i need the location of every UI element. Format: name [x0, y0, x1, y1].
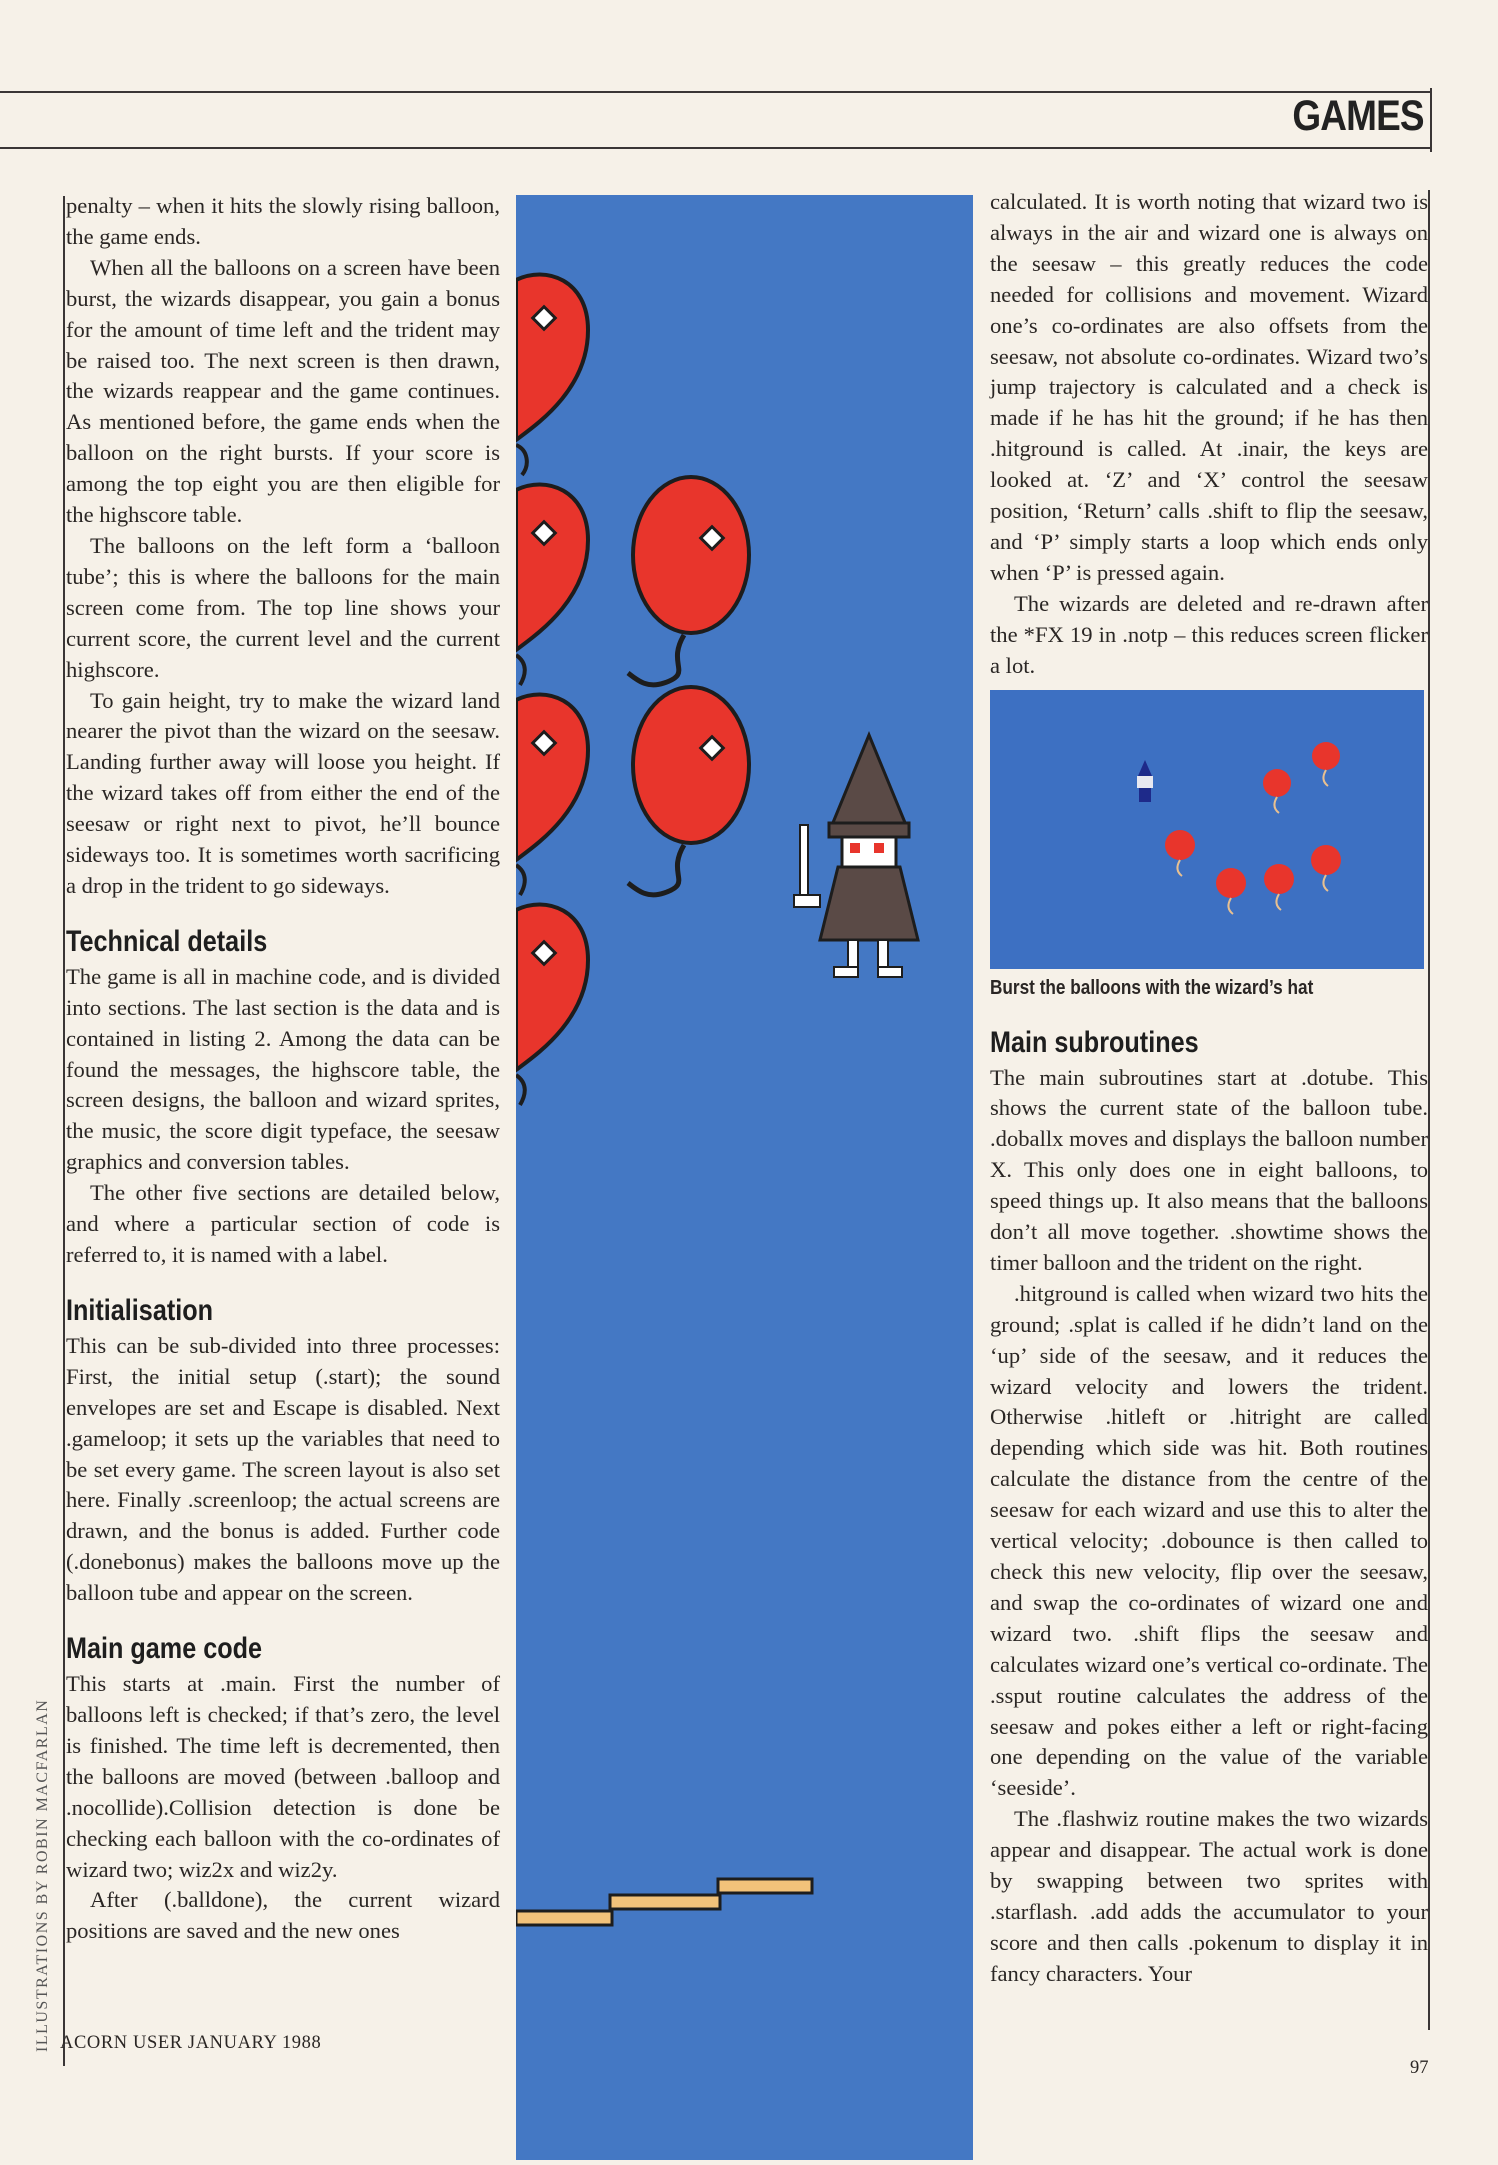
- page-number: 97: [1410, 2058, 1429, 2078]
- section-title: GAMES: [1292, 92, 1424, 140]
- heading-initialisation: Initialisation: [66, 1293, 214, 1327]
- header-divider: [1430, 88, 1432, 152]
- game-screenshot: [990, 690, 1424, 969]
- heading-main-game-code: Main game code: [66, 1632, 263, 1666]
- heading-technical-details: Technical details: [66, 924, 268, 958]
- heading-main-subroutines: Main subroutines: [990, 1025, 1199, 1059]
- paragraph: The balloons on the left form a ‘balloon tube’; this is where the balloons for the main screen come from. The top line shows your current score, the current level and the current highscore.: [66, 532, 500, 682]
- seesaw-steps: [516, 1879, 812, 1925]
- right-column: [990, 187, 1428, 1990]
- paragraph: The wizards are deleted and re-drawn after the *FX 19 in .notp – this reduces screen flicker a lot.: [990, 590, 1428, 678]
- balloon-icon: [628, 687, 749, 895]
- illustration-credit: ILLUSTRATIONS BY ROBIN MACFARLAN: [34, 1698, 51, 2052]
- balloon-wizard-illustration: [516, 195, 973, 2160]
- illustration: [516, 195, 973, 2160]
- figure-caption: Burst the balloons with the wizard’s hat: [990, 976, 1314, 999]
- paragraph: The other five sections are detailed below, and where a particular section of code is referred to, it is named with a label.: [66, 1180, 500, 1267]
- balloon-tube-left: [516, 274, 588, 1105]
- paragraph: calculated. It is worth noting that wizard two is always in the air and wizard one is always on the seesaw – this greatly reduces the code needed for collisions and movement. Wizard one’s co-ordinates are also offsets from the seesaw, not absolute co-ordinates. Wizard two’s jump trajectory is calculated and a check is made if he has hit the ground; if he has then .hitground is called. At .inair, the keys are looked at. ‘Z’ and ‘X’ control the seesaw position, ‘Return’ calls .shift to flip the seesaw, and ‘P’ simply starts a loop which ends only when ‘P’ is pressed again.: [990, 189, 1428, 585]
- balloon-icon: [516, 694, 588, 895]
- paragraph: After (.balldone), the current wizard positions are saved and the new ones: [66, 1887, 500, 1944]
- right-column-rule: [1428, 190, 1430, 2030]
- paragraph: The game is all in machine code, and is divided into sections. The last section is the data and is contained in listing 2. Among the data can be found the messages, the highscore table, the screen designs, the balloon and wizard sprites, the music, the score digit typeface, the seesaw graphics and conversion tables.: [66, 963, 500, 1175]
- header-rule-top: [0, 91, 1432, 93]
- balloon-icon: [516, 274, 588, 475]
- wizard-icon: [794, 735, 918, 977]
- game-screenshot-art: [990, 690, 1424, 969]
- paragraph: The .flashwiz routine makes the two wizards appear and disappear. The actual work is done by swapping between two sprites with .starflash. .add adds the accumulator to your score and then calls .pokenum to display it in fancy characters. Your: [990, 1806, 1428, 1986]
- paragraph: This starts at .main. First the number of balloons left is checked; if that’s zero, the level is finished. The time left is decremented, then the balloons are moved (between .balloop and .nocollide).Collision detection is done be checking each balloon with the co-ordinates of wizard two; wiz2x and wiz2y.: [66, 1671, 500, 1882]
- paragraph: When all the balloons on a screen have been burst, the wizards disappear, you gain a bonus for the amount of time left and the trident may be raised too. The next screen is then drawn, the wizards reappear and the game continues. As mentioned before, the game ends when the balloon on the right bursts. If your score is among the top eight you are then eligible for the highscore table.: [66, 254, 500, 528]
- paragraph: .hitground is called when wizard two hits the ground; .splat is called if he didn’t land on the ‘up’ side of the seesaw, and it reduces the wizard velocity and lowers the trident. Otherwise .hitleft or .hitright are called depending which side was hit. Both routines calculate the distance from the centre of the seesaw for each wizard and use this to alter the vertical velocity; .dobounce is then called to check this new velocity, flip over the seesaw, and swap the co-ordinates of wizard one and wizard two. .shift flips the seesaw and calculates wizard one’s vertical co-ordinate. The .ssput routine calculates the address of the seesaw and pokes either a left or right-facing one depending on the value of the variable ‘seeside’.: [990, 1280, 1428, 1801]
- paragraph: The main subroutines start at .dotube. This shows the current state of the balloon tube. .doballx moves and displays the balloon number X. This only does one in eight balloons, to speed things up. It also means that the balloons don’t all move together. .showtime shows the timer balloon and the trident on the right.: [990, 1064, 1428, 1275]
- paragraph: This can be sub-divided into three processes: First, the initial setup (.start); the sound envelopes are set and Escape is disabled. Next .gameloop; it sets up the variables that need to be set every game. The screen layout is also set here. Finally .screenloop; the actual screens are drawn, and the bonus is added. Further code (.donebonus) makes the balloons move up the balloon tube and appear on the screen.: [66, 1332, 500, 1606]
- left-column-rule: [63, 196, 65, 2066]
- balloon-icon: [516, 484, 588, 685]
- paragraph: To gain height, try to make the wizard land nearer the pivot than the wizard on the seesaw. Landing further away will loose you height. If the wizard takes off from either the end of the seesaw or right next to pivot, he’ll bounce sideways too. It is sometimes worth sacrificing a drop in the trident to go sideways.: [66, 687, 500, 898]
- header-rule-bottom: [0, 147, 1432, 149]
- left-column: [66, 191, 500, 1947]
- balloon-icon: [516, 904, 588, 1105]
- paragraph: penalty – when it hits the slowly rising balloon, the game ends.: [66, 193, 500, 249]
- balloon-icon: [628, 477, 749, 685]
- footer-magazine: ACORN USER JANUARY 1988: [60, 2033, 322, 2053]
